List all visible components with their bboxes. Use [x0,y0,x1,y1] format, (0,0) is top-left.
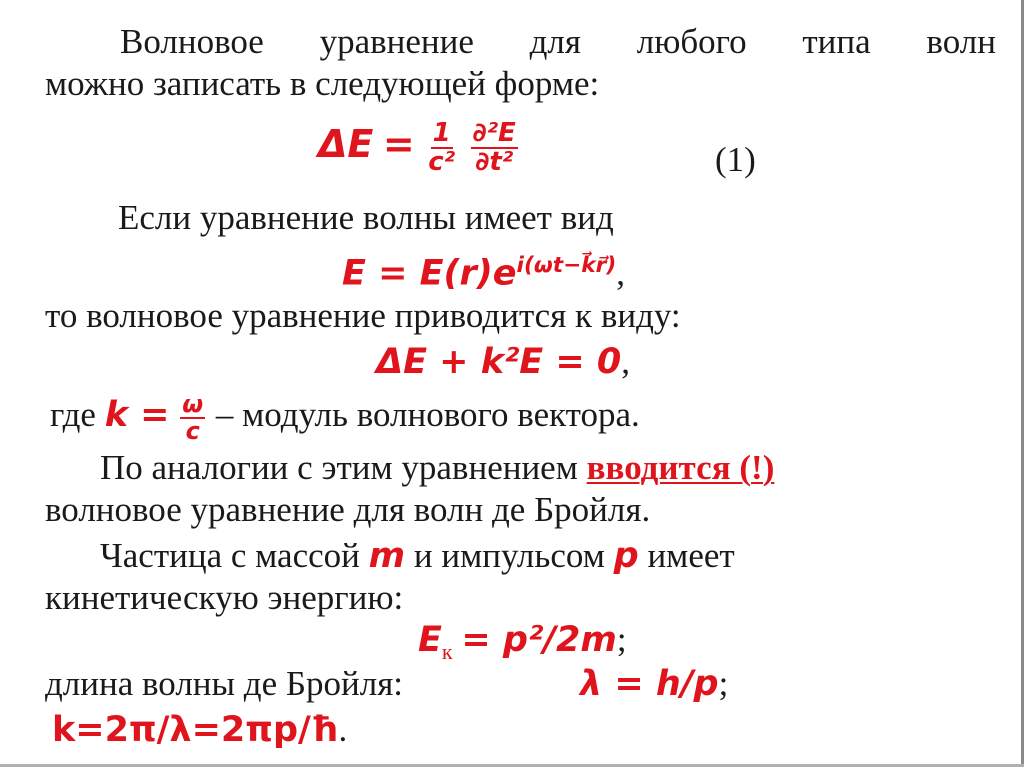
particle-line-2: кинетическую энергию: [45,578,404,617]
particle-text-a: Частица с массой [100,536,360,575]
lambda-main: λ = h/p [580,664,719,704]
eq1-den1: c² [428,147,456,178]
energy-subscript: к [441,639,453,664]
wave-form-main: E = E(r)e [342,253,517,294]
eq1-num1: 1 [432,118,451,148]
particle-text-c: имеет [647,536,735,575]
analogy-highlight: вводится (!) [586,448,775,487]
eq1-equals: = [382,122,415,167]
wave-form-exponent: i(ωt−k⃗r⃗) [516,253,617,278]
wave-form-formula [342,246,625,294]
wave-vector-line [50,392,640,444]
energy-rhs: = p²/2m [461,620,617,660]
where-suffix: – модуль волнового вектора. [215,395,640,435]
intro-line-1 [120,22,996,62]
k-definition-lhs: k = [104,395,170,436]
intro-word: любого [636,22,747,61]
energy-semicolon: ; [616,620,627,659]
intro-word: Волновое [120,22,264,61]
helmholtz-main: ΔE + k²E = 0 [376,342,622,382]
eq1-fraction-1 [426,120,457,177]
where-prefix: где [50,395,96,435]
wave-equation-1 [318,120,520,177]
helmholtz-formula [376,342,630,382]
eq1-fraction-2 [471,120,518,177]
intro-word: для [529,22,581,61]
k-final-period: . [338,710,348,749]
debroglie-line [45,664,403,704]
helmholtz-comma: , [621,342,631,381]
energy-lhs: E [418,620,442,660]
mass-variable: m [368,536,406,576]
momentum-variable: p [613,536,639,576]
intro-word: волн [926,22,996,61]
particle-line-1 [100,536,735,576]
intro-word: уравнение [319,22,474,61]
debroglie-prefix: длина волны де Бройля: [45,664,404,703]
k-final-formula: k=2π/λ=2πp/ħ [52,710,339,750]
k-final-line [52,710,347,750]
wave-form-comma: , [616,253,626,293]
k-fraction [180,392,205,444]
eq1-den2: ∂t² [475,147,514,178]
eq1-lhs: ΔE [318,122,374,167]
equation-number-1: (1) [715,140,756,179]
k-num: ω [182,390,204,418]
if-equation-line: Если уравнение волны имеет вид [118,198,614,237]
analogy-line-2: волновое уравнение для волн де Бройля. [45,490,651,529]
analogy-prefix: По аналогии с этим уравнением [100,448,578,487]
analogy-line-1 [100,448,774,488]
reduces-to-line: то волновое уравнение приводится к виду: [45,296,681,335]
lambda-formula [580,664,728,704]
eq1-num2: ∂²E [472,118,516,148]
lambda-semicolon: ; [718,664,729,703]
intro-word: типа [802,22,871,61]
particle-text-b: и импульсом [413,536,605,575]
intro-line-2: можно записать в следующей форме: [45,64,600,103]
k-den: c [185,417,200,446]
